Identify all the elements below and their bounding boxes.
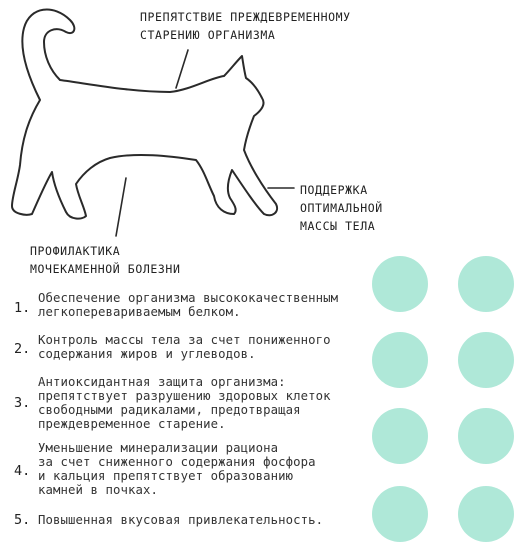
item-text: Повышенная вкусовая привлекательность. xyxy=(38,513,324,527)
decor-circle xyxy=(372,332,428,388)
item-number: 4. xyxy=(14,463,31,479)
decor-circle xyxy=(458,256,514,312)
decor-circle xyxy=(458,486,514,542)
item-number: 3. xyxy=(14,395,31,411)
decor-circle xyxy=(372,256,428,312)
decor-circle xyxy=(372,408,428,464)
item-number: 5. xyxy=(14,512,31,528)
label-aging: ПРЕПЯТСТВИЕ ПРЕЖДЕВРЕМЕННОМУ СТАРЕНИЮ ОРГАНИЗМА xyxy=(140,10,351,42)
item-text: Антиоксидантная защита организма: препятствует разрушению здоровых клеток свободными радикалами, предотвращая преждевременное старение. xyxy=(38,375,331,431)
decor-circle xyxy=(458,408,514,464)
item-text: Контроль массы тела за счет пониженного содержания жиров и углеводов. xyxy=(38,333,331,361)
decor-circle xyxy=(458,332,514,388)
label-urolith: ПРОФИЛАКТИКА МОЧЕКАМЕННОЙ БОЛЕЗНИ xyxy=(30,244,181,276)
item-number: 1. xyxy=(14,300,31,316)
label-weight: ПОДДЕРЖКА ОПТИМАЛЬНОЙ МАССЫ ТЕЛА xyxy=(300,183,383,233)
item-text: Обеспечение организма высококачественным легкоперевариваемым белком. xyxy=(38,291,339,319)
leader-aging xyxy=(176,50,188,88)
decor-circle xyxy=(372,486,428,542)
item-text: Уменьшение минерализации рациона за счет сниженного содержания фосфора и кальция препятствует образованию камней в почках. xyxy=(38,441,316,497)
item-number: 2. xyxy=(14,341,31,357)
leader-urolith xyxy=(116,178,126,236)
